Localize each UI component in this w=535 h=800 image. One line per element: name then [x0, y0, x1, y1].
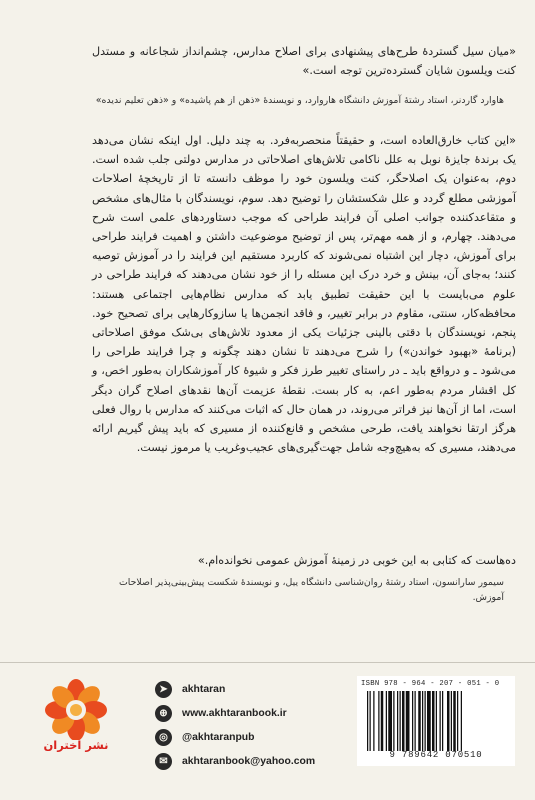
- publisher-name: نشر اختران: [43, 738, 109, 752]
- blurb-attribution-sarason: سیمور سارانسون، استاد رشتهٔ روان‌شناسی دانشگاه ییل، و نویسندهٔ شکست پیش‌بینی‌پذیر اصلاحات آموزش.: [118, 577, 504, 603]
- contact-website[interactable]: [155, 702, 287, 724]
- barcode-digits: 9 789642 070510: [389, 750, 483, 760]
- isbn-barcode: [357, 676, 515, 766]
- divider: [0, 662, 535, 663]
- blurb-attribution-gardner: هاوارد گاردنر، استاد رشتهٔ آموزش دانشگاه هاروارد، و نویسندهٔ «ذهن از هم پاشیده» و «ذهن تعلیم ندیده»: [95, 95, 504, 106]
- email-icon: ✉: [155, 753, 172, 770]
- blurb-quote-gardner: «میان سیل گستردهٔ طرح‌های پیشنهادی برای اصلاح مدارس، چشم‌انداز شجاعانه و مستدل کنت ویلسون شایان گسترده‌ترین توجه است.»: [92, 45, 516, 78]
- contact-instagram-text: @akhtaranpub: [182, 731, 255, 743]
- contact-email-text: akhtaranbook@yahoo.com: [182, 755, 316, 767]
- globe-icon: ⊕: [155, 705, 172, 722]
- contact-telegram[interactable]: [155, 678, 225, 700]
- isbn-label: ISBN 978 - 964 - 207 - 051 - 0: [361, 680, 500, 688]
- contact-website-text: www.akhtaranbook.ir: [182, 707, 287, 719]
- blurb-quote-sarason: «این کتاب خارق‌العاده است، و حقیقتاً منحصربه‌فرد. به چند دلیل. اول اینکه نشان می‌دهد یک برندهٔ جایزهٔ نوبل به علل ناکامی تلاش‌های اصلاحاتی در مدارس دولتی جلب شده است. دوم، به‌عنوان یک اصلاحگر، کنت ویلسون خود را موظف دانسته تا از تاریخچهٔ اصلاحات آموزشی مطلع گردد و علل شکستشان را توضیح دهد. سوم، نویسندگان با مثال‌های مشخص و متقاعدکننده جوانب اصلی آن فرایند طراحی که موجب دستاوردهای علمی است شرح می‌دهند. چهارم، و از همه مهم‌تر، پس از توضیح موضوعیت داشتن و اهمیت فرایند طراحی برای آموزش، دچار این اشتباه نمی‌شوند که کاربرد مستقیم این فرایند را در آموزش توصیه کنند؛ به‌جای آن، بینش و خرد درک این مسئله را از خود نشان می‌دهند که فرایند طراحی در علوم می‌بایست با این حقیقت تطبیق یابد که مدارس نظام‌هایی اجتماعی هستند: محافظه‌کار، سنتی، مقاوم در برابر تغییر، و فاقد انجمن‌ها یا سازوکارهایی برای تصحیح خود. پنجم، نویسندگان با دقتی بالینی جزئیات یکی از معدود تلاش‌های بی‌شک موفق اصلاحاتی (برنامهٔ «بهبود خواندن») را شرح می‌دهند تا نشان دهند چگونه و چرا فرایند طراحی را می‌شود ـ و درواقع باید ـ در راستای تغییر طرز فکر و شیوهٔ کار آموزشکاران به‌طور اخص، و کل اقشار مردم به‌طور اعم، به کار بست. نقطهٔ عزیمت آن‌ها نقدهای اصلاح گران دیگر است، اما از آن‌ها نیز فراتر می‌روند، در همان حال که اثبات می‌کنند که مدارس با روال فعلی هرگز ارتقا نخواهند یافت، طرحی مشخص و قانع‌کننده از مسیری که باید پیش گیریم ارائه می‌دهند، مسیری که به‌هیچ‌وجه شامل جهت‌گیری‌های عجیب‌وغریب یا مرموز نیست.: [92, 134, 516, 455]
- contact-instagram[interactable]: [155, 726, 255, 748]
- blurb-quote-sarason-closing: ده‌ها‌ست که کتابی به این خوبی در زمینهٔ آموزش عمومی نخوانده‌ام.»: [197, 554, 516, 567]
- contact-email[interactable]: [155, 750, 315, 772]
- telegram-icon: ➤: [155, 681, 172, 698]
- instagram-icon: ◎: [155, 729, 172, 746]
- contact-telegram-text: akhtaran: [182, 683, 226, 695]
- barcode-bars: [367, 691, 507, 751]
